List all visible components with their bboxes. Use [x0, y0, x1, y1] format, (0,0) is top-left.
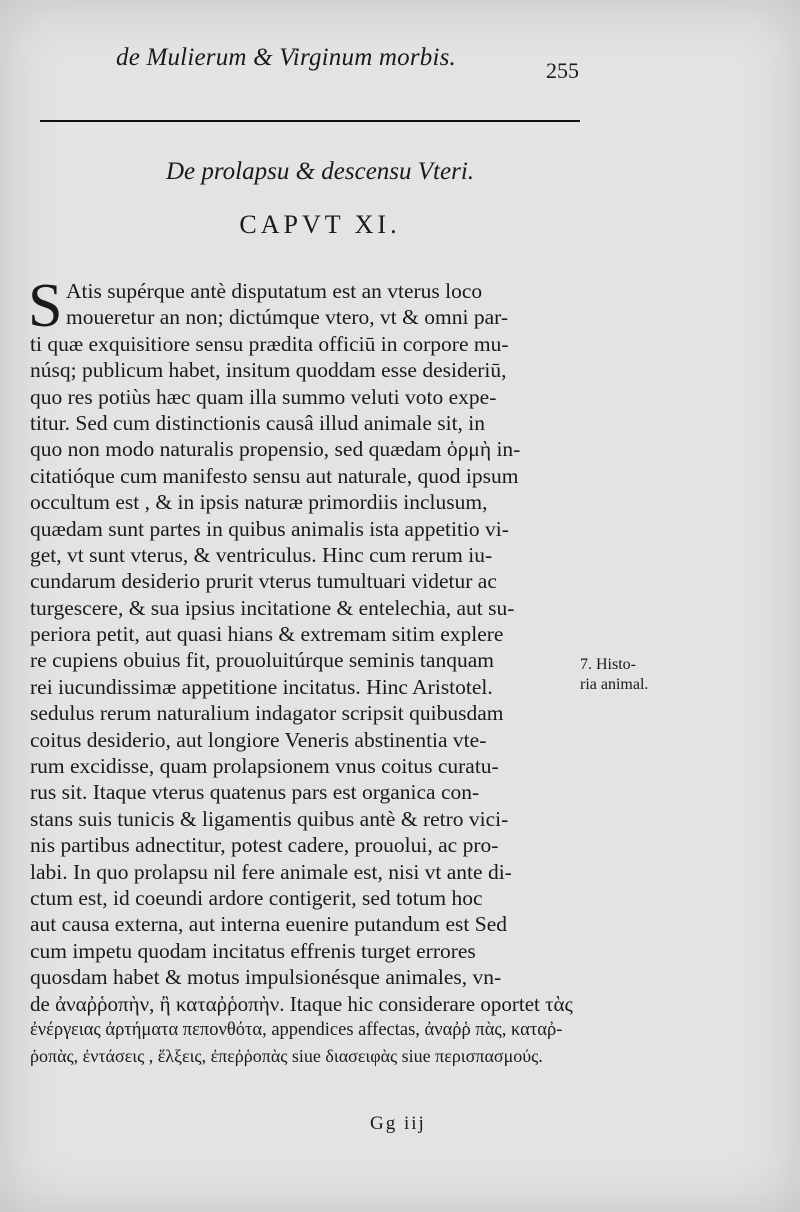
text-line: ti quæ exquisitiore sensu prædita officiū in corpore mu-	[30, 331, 509, 356]
chapter-heading: CAPVT XI.	[239, 210, 401, 239]
text-line: quædam sunt partes in quibus animalis ista appetitio vi-	[30, 516, 509, 541]
drop-cap: S	[28, 272, 63, 340]
section-title: De prolapsu & descensu Vteri.	[165, 158, 475, 185]
text-line: cundarum desiderio prurit vterus tumultuari videtur ac	[30, 569, 497, 594]
text-line: moueretur an non; dictúmque vtero, vt & omni par-	[66, 305, 508, 330]
running-title: de Mulierum & Virginum morbis.	[116, 44, 457, 71]
margin-note-line: 7. Histo-	[580, 656, 636, 673]
text-line: ἐνέργειας ἀρτήματα πεπονθότα, appendices affectas, ἀναῤῥ πὰς, καταῤ-	[30, 1019, 563, 1040]
text-line: rum excidisse, quam prolapsionem vnus coitus curatu-	[30, 754, 499, 779]
text-line: citatióque cum manifesto sensu aut naturale, quod ipsum	[30, 463, 519, 488]
text-line: re cupiens obuius fit, prouoluitúrque seminis tanquam	[30, 648, 494, 673]
text-line: Atis supérque antè disputatum est an vterus loco	[66, 279, 483, 303]
text-line: núsq; publicum habet, insitum quoddam esse desideriū,	[30, 358, 507, 383]
text-line: aut causa externa, aut interna euenire putandum est Sed	[30, 912, 507, 937]
text-line: get, vt sunt vterus, & ventriculus. Hinc cum rerum iu-	[30, 542, 493, 567]
text-line: stans suis tunicis & ligamentis quibus antè & retro vici-	[30, 806, 509, 831]
text-line: coitus desiderio, aut longiore Veneris abstinentia vte-	[30, 727, 487, 752]
text-line: titur. Sed cum distinctionis causâ illud animale sit, in	[30, 410, 486, 435]
margin-note-line: ria animal.	[580, 676, 649, 693]
text-line: rei iucundissimæ appetitione incitatus. Hinc Aristotel.	[30, 674, 493, 699]
text-line: sedulus rerum naturalium indagator scripsit quibusdam	[30, 701, 504, 726]
text-line: nis partibus adnectitur, potest cadere, prouolui, ac pro-	[30, 833, 499, 858]
text-line: cum impetu quodam incitatus effrenis turget errores	[30, 938, 476, 963]
text-line: periora petit, aut quasi hians & extremam sitim explere	[30, 622, 504, 647]
page-number: 255	[546, 58, 579, 83]
text-line: ῥοπὰς, ἐντάσεις , ἕλξεις, ἐπεῤῥοπὰς siue διασειφὰς siue περισπασμούς.	[30, 1046, 543, 1067]
text-line: de ἀναῤῥοπὴν, ἢ καταῤῥοπὴν. Itaque hic considerare oportet τὰς	[30, 991, 573, 1016]
text-line: quo non modo naturalis propensio, sed quædam ὁρμὴ in-	[30, 437, 521, 462]
text-line: ctum est, id coeundi ardore contigerit, sed totum hoc	[30, 885, 483, 910]
text-line: rus sit. Itaque vterus quatenus pars est organica con-	[30, 780, 480, 805]
text-line: turgescere, & sua ipsius incitatione & entelechia, aut su-	[30, 595, 515, 620]
signature-mark: Gg iij	[370, 1113, 426, 1134]
text-line: labi. In quo prolapsu nil fere animale est, nisi vt ante di-	[30, 859, 512, 884]
text-line: occultum est , & in ipsis naturæ primordiis inclusum,	[30, 490, 488, 515]
body-text	[28, 272, 575, 1070]
margin-note	[580, 655, 680, 695]
header-rule	[40, 120, 580, 122]
text-line: quosdam habet & motus impulsionésque animales, vn-	[30, 965, 502, 990]
text-line: quo res potiùs hæc quam illa summo veluti voto expe-	[30, 384, 497, 409]
